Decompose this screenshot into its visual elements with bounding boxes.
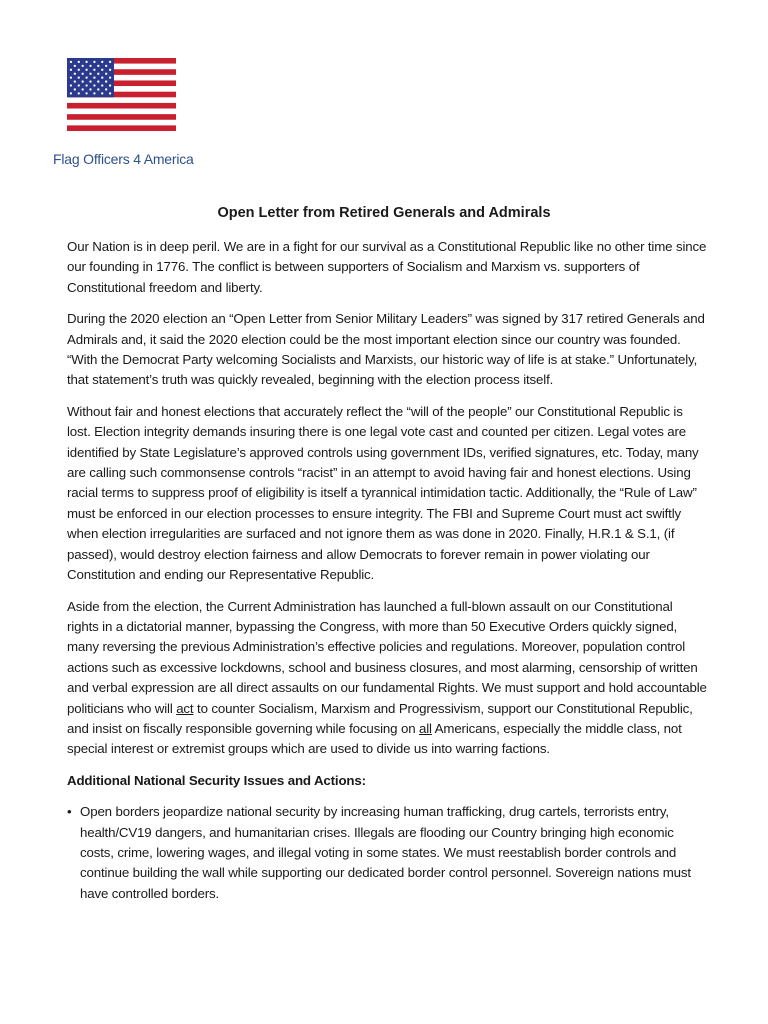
paragraph-4-part-1: Aside from the election, the Current Administration has launched a full-blown assault on our Constitutional rights in a dictatorial manner, bypassing the Congress, with more than 50 Executive Orders quickly signed, many reversing the previous Administration’s effective policies and regulations. Moreover, population control actions such as excessive lockdowns, school and business closures, and most alarming, censorship of written and verbal expression are all direct assaults on our fundamental Rights. We must support and hold accountable politicians who will [67, 598, 707, 716]
paragraph-4 [67, 597, 707, 760]
paragraph-4-part-2: to counter Socialism, Marxism and Progressivism, support our Constitutional Republic, and insist on fiscally responsible governing while focusing on [67, 700, 693, 736]
section-heading: Additional National Security Issues and Actions: [67, 772, 366, 788]
underlined-all: all [419, 720, 432, 736]
us-flag-icon [67, 58, 176, 131]
letter-title: Open Letter from Retired Generals and Admirals [217, 205, 551, 221]
paragraph-4-part-3: Americans, especially the middle class, not special interest or extremist groups which are used to divide us into warring factions. [67, 720, 682, 757]
paragraph-1: Our Nation is in deep peril. We are in a fight for our survival as a Constitutional Republic like no other time since our founding in 1776. The conflict is between supporters of Socialism and Marxism vs. supporters of Constitutional freedom and liberty. [67, 239, 707, 295]
bullet-list [67, 802, 707, 904]
paragraph-3: Without fair and honest elections that accurately reflect the “will of the people” our Constitutional Republic is lost. Election integrity demands insuring there is one legal vote cast and counted per citizen. Legal votes are identified by State Legislature’s approved controls using government IDs, verified signatures, etc. Today, many are calling such commonsense controls “racist” in an attempt to avoid having fair and honest elections. Using racial terms to suppress proof of eligibility is itself a tyrannical intimidation tactic. Additionally, the “Rule of Law” must be enforced in our election processes to ensure integrity. The FBI and Supreme Court must act swiftly when election irregularities are surfaced and not ignore them as was done in 2020. Finally, H.R.1 & S.1, (if passed), would destroy election fairness and allow Democrats to forever remain in power violating our Constitution and ending our Representative Republic. [67, 403, 699, 583]
org-name: Flag Officers 4 America [53, 151, 194, 167]
underlined-act: act [176, 700, 194, 716]
letter-body [67, 237, 707, 904]
bullet-text: Open borders jeopardize national security by increasing human trafficking, drug cartels, terrorists entry, health/CV19 dangers, and humanitarian crises. Illegals are flooding our Country bringing high economic costs, crime, lowering wages, and illegal voting in some states. We must reestablish border controls and continue building the wall while supporting our dedicated border control personnel. Sovereign nations must have controlled borders. [80, 804, 691, 901]
bullet-marker: • [67, 804, 72, 820]
bullet-item [67, 802, 707, 904]
paragraph-2: During the 2020 election an “Open Letter from Senior Military Leaders” was signed by 317 retired Generals and Admirals and, it said the 2020 election could be the most important election since our country was founded. “With the Democrat Party welcoming Socialists and Marxists, our historic way of life is at stake.” Unfortunately, that statement’s truth was quickly revealed, beginning with the election process itself. [67, 311, 705, 388]
